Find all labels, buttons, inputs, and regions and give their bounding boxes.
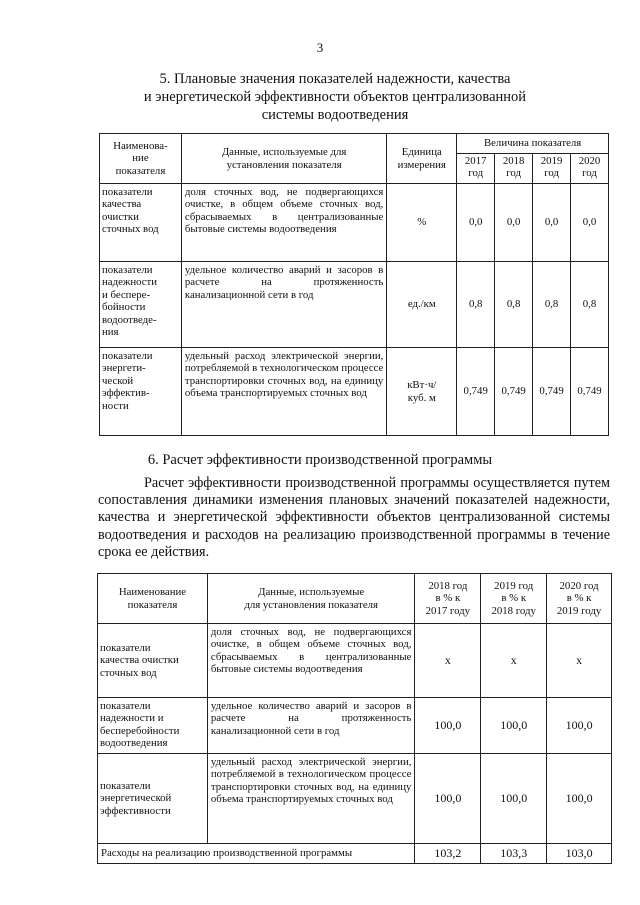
header-data: Данные, используемые для установления показателя bbox=[181, 134, 386, 184]
section-6-paragraph: Расчет эффективности производственной программы осуществляется путем сопоставления динамики изменения плановых значений показателей надежности, качества и энергетической эффективности объектов централизованной системы водоотведения и расходов на реализацию производственной программы в течение срока ее действия. bbox=[98, 475, 610, 560]
row-name: показатели качества очистки сточных вод bbox=[98, 624, 208, 698]
total-value: 103,0 bbox=[547, 844, 612, 864]
row-value: х bbox=[547, 624, 612, 698]
row-value: 0,8 bbox=[457, 262, 495, 348]
row-value: 0,8 bbox=[495, 262, 533, 348]
row-unit: % bbox=[387, 184, 457, 262]
efficiency-table bbox=[97, 573, 612, 864]
header-name: Наименова- ние показателя bbox=[100, 134, 182, 184]
page-number: 3 bbox=[316, 40, 324, 55]
row-value: 0,749 bbox=[533, 348, 571, 436]
row-value: 0,8 bbox=[571, 262, 609, 348]
header-unit: Единица измерения bbox=[387, 134, 457, 184]
row-description: доля сточных вод, не подвергающихся очистке, в общем объеме сточных вод, сбрасываемых в централизованные бытовые системы водоотведения bbox=[181, 184, 386, 262]
row-description: доля сточных вод, не подвергающихся очистке, в общем объеме сточных вод, сбрасываемых в централизованные бытовые системы водоотведения bbox=[207, 624, 415, 698]
row-value: 0,749 bbox=[571, 348, 609, 436]
row-description: удельный расход электрической энергии, потребляемой в технологическом процессе транспортировки сточных вод, на единицу объема транспортируемых сточных вод bbox=[207, 754, 415, 844]
row-value: 0,0 bbox=[457, 184, 495, 262]
row-name: показатели энергети- ческой эффектив- ности bbox=[100, 348, 182, 436]
header-year: 2018 год bbox=[495, 154, 533, 184]
table-row bbox=[100, 262, 609, 348]
row-value: 0,0 bbox=[571, 184, 609, 262]
row-value: 100,0 bbox=[415, 698, 481, 754]
total-value: 103,3 bbox=[481, 844, 547, 864]
header-period: 2018 год в % к 2017 году bbox=[415, 574, 481, 624]
row-value: 0,749 bbox=[495, 348, 533, 436]
row-unit: ед./км bbox=[387, 262, 457, 348]
section-5-title-line: системы водоотведения bbox=[261, 107, 409, 123]
header-year: 2017 год bbox=[457, 154, 495, 184]
header-period: 2020 год в % к 2019 году bbox=[547, 574, 612, 624]
table-row bbox=[98, 698, 612, 754]
header-period: 2019 год в % к 2018 году bbox=[481, 574, 547, 624]
indicators-table bbox=[99, 133, 609, 436]
row-name: показатели надежности и бесперебойности водоотведения bbox=[98, 698, 208, 754]
header-year: 2020 год bbox=[571, 154, 609, 184]
row-value: х bbox=[415, 624, 481, 698]
section-6-title: 6. Расчет эффективности производственной программы bbox=[147, 452, 493, 468]
total-label: Расходы на реализацию производственной программы bbox=[98, 844, 415, 864]
row-name: показатели качества очистки сточных вод bbox=[100, 184, 182, 262]
table-row bbox=[100, 184, 609, 262]
row-value: 100,0 bbox=[415, 754, 481, 844]
row-value: х bbox=[481, 624, 547, 698]
row-name: показатели энергетической эффективности bbox=[98, 754, 208, 844]
table-row bbox=[98, 754, 612, 844]
row-description: удельный расход электрической энергии, потребляемой в технологическом процессе транспортировки сточных вод, на единицу объема транспортируемых сточных вод bbox=[181, 348, 386, 436]
row-name: показатели надежности и беспере- бойности водоотведе- ния bbox=[100, 262, 182, 348]
table-row bbox=[98, 624, 612, 698]
section-5-title-line: 5. Плановые значения показателей надежности, качества bbox=[159, 71, 511, 87]
header-name: Наименование показателя bbox=[98, 574, 208, 624]
total-value: 103,2 bbox=[415, 844, 481, 864]
header-value: Величина показателя bbox=[457, 134, 609, 154]
total-row bbox=[98, 844, 612, 864]
section-5-title-line: и энергетической эффективности объектов централизованной bbox=[143, 89, 527, 105]
row-value: 100,0 bbox=[481, 698, 547, 754]
row-description: удельное количество аварий и засоров в расчете на протяженность канализационной сети в год bbox=[181, 262, 386, 348]
section-5-title bbox=[100, 70, 570, 124]
row-unit: кВт·ч/ куб. м bbox=[387, 348, 457, 436]
row-description: удельное количество аварий и засоров в расчете на протяженность канализационной сети в год bbox=[207, 698, 415, 754]
header-year: 2019 год bbox=[533, 154, 571, 184]
row-value: 100,0 bbox=[547, 754, 612, 844]
row-value: 100,0 bbox=[481, 754, 547, 844]
header-data: Данные, используемые для установления показателя bbox=[207, 574, 415, 624]
row-value: 0,0 bbox=[495, 184, 533, 262]
row-value: 100,0 bbox=[547, 698, 612, 754]
row-value: 0,0 bbox=[533, 184, 571, 262]
row-value: 0,749 bbox=[457, 348, 495, 436]
row-value: 0,8 bbox=[533, 262, 571, 348]
table-row bbox=[100, 348, 609, 436]
